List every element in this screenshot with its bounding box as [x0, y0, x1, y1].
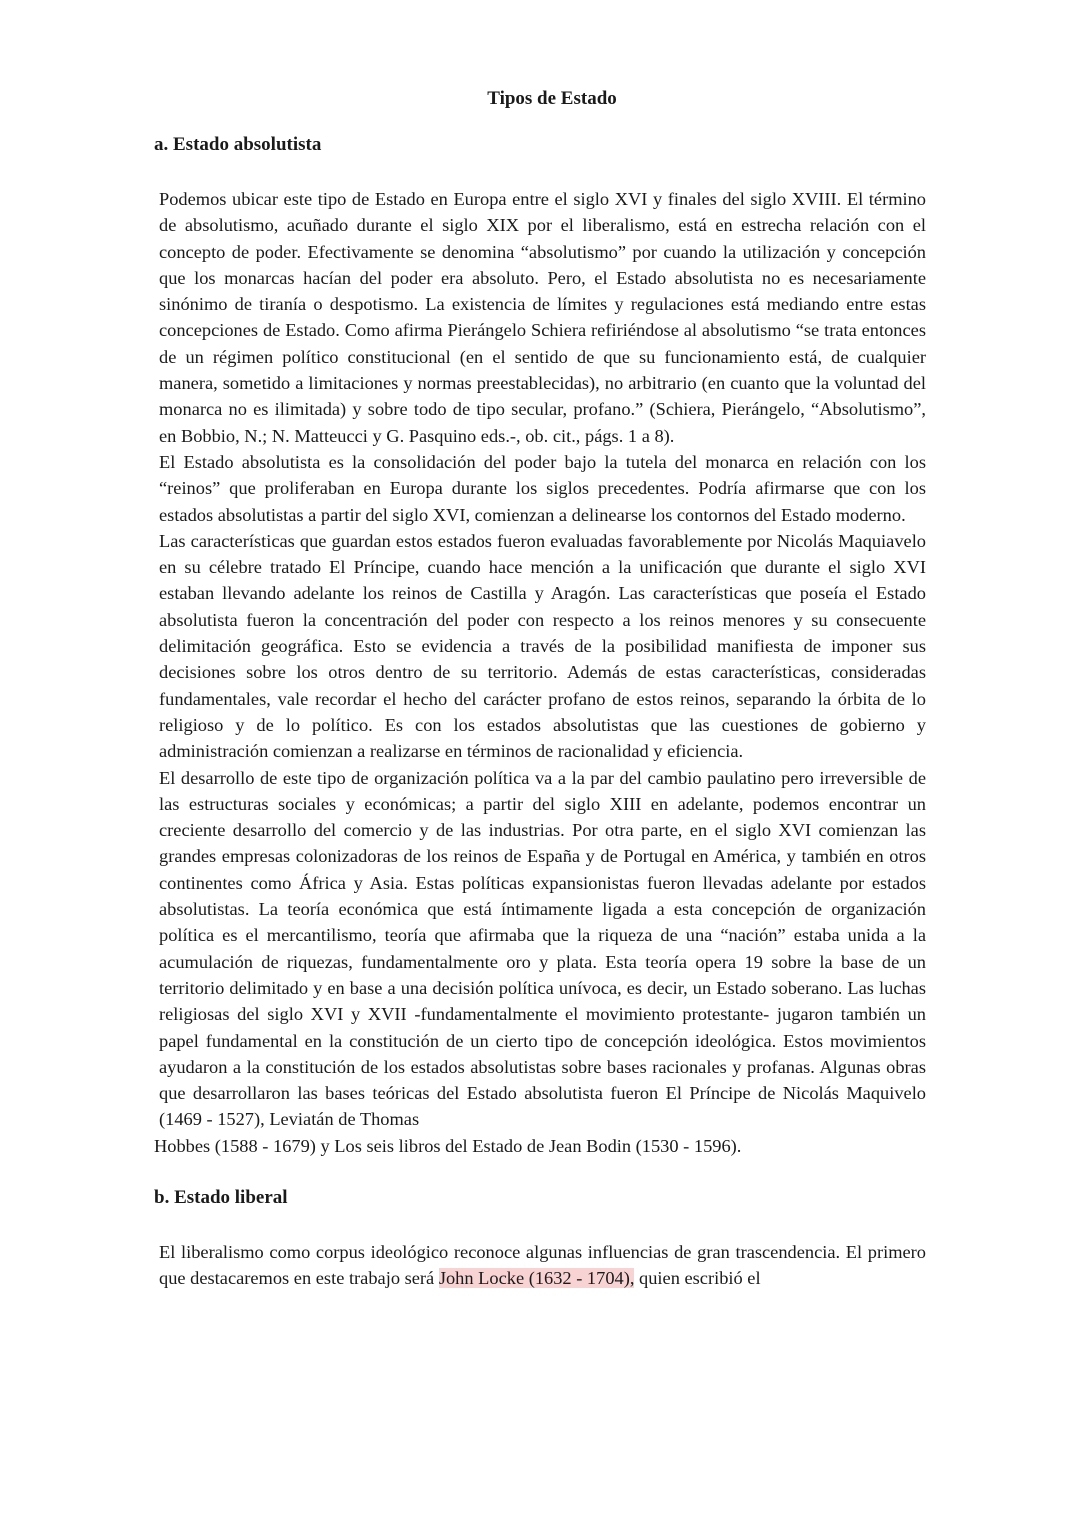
- paragraph-text: El liberalismo como corpus ideológico reconoce algunas influencias de gran trascendencia. El primero que destacaremos en este trabajo será: [159, 1241, 926, 1289]
- paragraph: El desarrollo de este tipo de organización política va a la par del cambio paulatino pero irreversible de las estructuras sociales y económicas; a partir del siglo XIII en adelante, podemos encontrar un creciente desarrollo del comercio y de las industrias. Por otra parte, en el siglo XVI comienzan las grandes empresas colonizadoras de los reinos de España y de Portugal en América, y también en otros continentes como África y Asia. Estas políticas expansionistas fueron llevadas adelante por estados absolutistas. La teoría económica que está íntimamente ligada a esta concepción de organización política es el mercantilismo, teoría que afirmaba que la riqueza de una “nación” estaba unida a la acumulación de riquezas, fundamentalmente oro y plata. Esta teoría opera 19 sobre la base de un territorio delimitado y en base a una decisión política unívoca, es decir, un Estado soberano. Las luchas religiosas del siglo XVI y XVII -fundamentalmente el movimiento protestante- jugaron también un papel fundamental en la constitución de un cierto tipo de concepción ideológica. Estos movimientos ayudaron a la constitución de los estados absolutistas sobre bases racionales y profanas. Algunas obras que desarrollaron las bases teóricas del Estado absolutista fueron El Príncipe de Nicolás Maquivelo (1469 - 1527), Leviatán de Thomas: [159, 767, 926, 1130]
- section-heading-liberal: b. Estado liberal: [154, 1186, 288, 1208]
- paragraph: Hobbes (1588 - 1679) y Los seis libros del Estado de Jean Bodin (1530 - 1596).: [154, 1135, 742, 1156]
- document-page: [154, 86, 926, 1292]
- page-title: Tipos de Estado: [487, 88, 617, 109]
- highlighted-text[interactable]: John Locke (1632 - 1704),: [438, 1268, 635, 1289]
- section-heading-absolutista: a. Estado absolutista: [154, 134, 322, 155]
- paragraph: El Estado absolutista es la consolidación del poder bajo la tutela del monarca en relación con los “reinos” que proliferaban en Europa durante los siglos precedentes. Podría afirmarse que con los estados absolutistas a partir del siglo XVI, comienzan a delinearse los contornos del Estado moderno.: [159, 451, 926, 525]
- paragraph-text: quien escribió el: [634, 1268, 761, 1289]
- paragraph: Podemos ubicar este tipo de Estado en Europa entre el siglo XVI y finales del siglo XVIII. El término de absolutismo, acuñado durante el siglo XIX por el liberalismo, está en estrecha relación con el concepto de poder. Efectivamente se denomina “absolutismo” por cuando la utilización y concepción que los monarcas hacían del poder era absoluto. Pero, el Estado absolutista no es necesariamente sinónimo de tiranía o despotismo. La existencia de límites y regulaciones está mediando entre estas concepciones de Estado. Como afirma Pierángelo Schiera refiriéndose al absolutismo “se trata entonces de un régimen político constitucional (en el sentido de que su funcionamiento está, de cualquier manera, sometido a limitaciones y normas preestablecidas), no arbitrario (en cuanto que la voluntad del monarca no es ilimitada) y sobre todo de tipo secular, profano.” (Schiera, Pierángelo, “Absolutismo”, en Bobbio, N.; N. Matteucci y G. Pasquino eds.-, ob. cit., págs. 1 a 8).: [159, 189, 926, 446]
- paragraph-liberal: [154, 1239, 926, 1292]
- paragraph: Las características que guardan estos estados fueron evaluadas favorablemente por Nicolás Maquiavelo en su célebre tratado El Príncipe, cuando hace mención a la unificación que durante el siglo XVI estaban llevando adelante los reinos de Castilla y Aragón. Las características que poseía el Estado absolutista fueron la concentración del poder con respecto a los reinos menores y su consecuente delimitación geográfica. Esto se evidencia a través de la posibilidad manifiesta de imponer sus decisiones sobre los otros dentro de su territorio. Además de estas características, consideradas fundamentales, vale recordar el hecho del carácter profano de estos reinos, separando la órbita de lo religioso y de lo político. Es con los estados absolutistas que las cuestiones de gobierno y administración comienzan a realizarse en términos de racionalidad y eficiencia.: [159, 530, 926, 762]
